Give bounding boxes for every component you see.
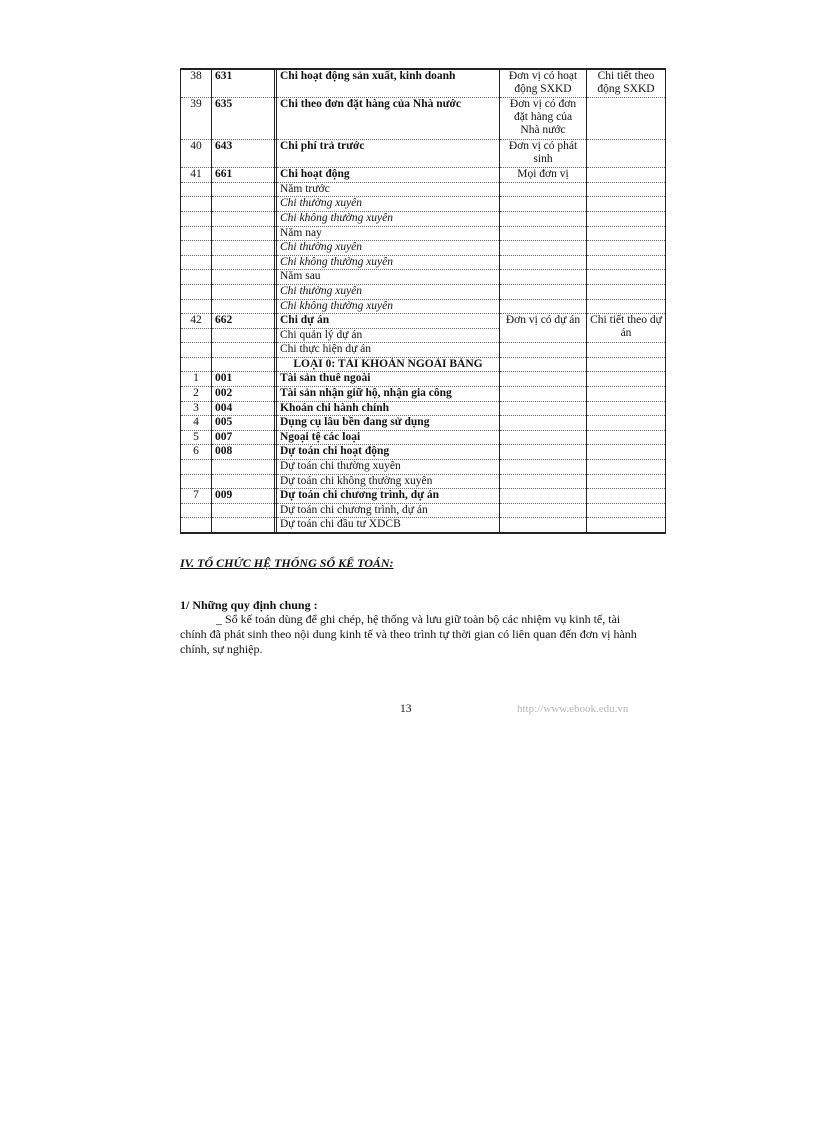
applicable-unit-cell: Đơn vị có dự án bbox=[500, 314, 587, 343]
level1-account-cell bbox=[212, 357, 275, 372]
note-cell bbox=[587, 445, 666, 460]
table-row bbox=[181, 98, 666, 140]
applicable-unit-cell bbox=[500, 401, 587, 416]
account-name-cell: LOẠI 0: TÀI KHOẢN NGOÀI BẢNG bbox=[277, 357, 500, 372]
note-cell bbox=[587, 387, 666, 402]
account-name-cell: Tài sản thuê ngoài bbox=[277, 372, 500, 387]
table-row bbox=[181, 387, 666, 402]
table-row bbox=[181, 168, 666, 183]
note-cell bbox=[587, 226, 666, 241]
account-name-cell: Chi thường xuyên bbox=[277, 197, 500, 212]
table-row bbox=[181, 518, 666, 533]
row-number-cell: 38 bbox=[181, 69, 212, 98]
applicable-unit-cell bbox=[500, 460, 587, 475]
account-name-cell: Ngoại tệ các loại bbox=[277, 430, 500, 445]
applicable-unit-cell bbox=[500, 182, 587, 197]
note-cell bbox=[587, 255, 666, 270]
applicable-unit-cell bbox=[500, 372, 587, 387]
applicable-unit-cell bbox=[500, 211, 587, 226]
table-row bbox=[181, 314, 666, 329]
table-row bbox=[181, 139, 666, 167]
account-name-cell: Chi dự án bbox=[277, 314, 500, 329]
level1-account-cell: 662 bbox=[212, 314, 275, 329]
table-row bbox=[181, 270, 666, 285]
note-cell bbox=[587, 372, 666, 387]
note-cell bbox=[587, 98, 666, 140]
row-number-cell bbox=[181, 284, 212, 299]
table-row bbox=[181, 197, 666, 212]
body-paragraph bbox=[180, 612, 640, 657]
level1-account-cell: 004 bbox=[212, 401, 275, 416]
table-row bbox=[181, 489, 666, 504]
note-cell bbox=[587, 401, 666, 416]
row-number-cell bbox=[181, 299, 212, 314]
table-row bbox=[181, 416, 666, 431]
level1-account-cell: 661 bbox=[212, 168, 275, 183]
row-number-cell bbox=[181, 343, 212, 358]
note-cell bbox=[587, 416, 666, 431]
note-cell bbox=[587, 357, 666, 372]
level1-account-cell bbox=[212, 226, 275, 241]
applicable-unit-cell bbox=[500, 343, 587, 358]
applicable-unit-cell bbox=[500, 197, 587, 212]
level1-account-cell bbox=[212, 299, 275, 314]
table-row bbox=[181, 182, 666, 197]
note-cell bbox=[587, 197, 666, 212]
row-number-cell: 5 bbox=[181, 430, 212, 445]
account-name-cell: Dự toán chi hoạt động bbox=[277, 445, 500, 460]
note-cell bbox=[587, 211, 666, 226]
applicable-unit-cell bbox=[500, 445, 587, 460]
level1-account-cell: 631 bbox=[212, 69, 275, 98]
row-number-cell bbox=[181, 255, 212, 270]
account-name-cell: Năm nay bbox=[277, 226, 500, 241]
note-cell bbox=[587, 270, 666, 285]
table-row bbox=[181, 69, 666, 98]
level1-account-cell bbox=[212, 241, 275, 256]
level1-account-cell bbox=[212, 460, 275, 475]
account-name-cell: Dự toán chi đầu tư XDCB bbox=[277, 518, 500, 533]
row-number-cell bbox=[181, 241, 212, 256]
note-cell bbox=[587, 284, 666, 299]
row-number-cell bbox=[181, 197, 212, 212]
applicable-unit-cell: Đơn vị có phát sinh bbox=[500, 139, 587, 167]
row-number-cell bbox=[181, 211, 212, 226]
account-name-cell: Chi thực hiện dự án bbox=[277, 343, 500, 358]
note-cell bbox=[587, 430, 666, 445]
page-number: 13 bbox=[400, 703, 412, 715]
row-number-cell bbox=[181, 503, 212, 518]
row-number-cell bbox=[181, 460, 212, 475]
account-name-cell: Chi không thường xuyên bbox=[277, 255, 500, 270]
applicable-unit-cell bbox=[500, 474, 587, 489]
row-number-cell: 42 bbox=[181, 314, 212, 329]
row-number-cell: 3 bbox=[181, 401, 212, 416]
level1-account-cell bbox=[212, 474, 275, 489]
table-row bbox=[181, 372, 666, 387]
account-name-cell: Chi không thường xuyên bbox=[277, 299, 500, 314]
level1-account-cell: 009 bbox=[212, 489, 275, 504]
row-number-cell: 41 bbox=[181, 168, 212, 183]
account-name-cell: Chi thường xuyên bbox=[277, 284, 500, 299]
row-number-cell bbox=[181, 226, 212, 241]
table-row bbox=[181, 226, 666, 241]
level1-account-cell bbox=[212, 328, 275, 343]
level1-account-cell: 008 bbox=[212, 445, 275, 460]
applicable-unit-cell bbox=[500, 489, 587, 504]
account-name-cell: Chi thường xuyên bbox=[277, 241, 500, 256]
applicable-unit-cell: Mọi đơn vị bbox=[500, 168, 587, 183]
applicable-unit-cell bbox=[500, 299, 587, 314]
table-row bbox=[181, 430, 666, 445]
note-cell bbox=[587, 343, 666, 358]
level1-account-cell: 635 bbox=[212, 98, 275, 140]
account-name-cell: Chi hoạt động bbox=[277, 168, 500, 183]
row-number-cell: 2 bbox=[181, 387, 212, 402]
footer-url: http://www.ebook.edu.vn bbox=[517, 703, 629, 715]
applicable-unit-cell bbox=[500, 357, 587, 372]
applicable-unit-cell bbox=[500, 416, 587, 431]
note-cell: Chi tiết theo động SXKD bbox=[587, 69, 666, 98]
note-cell bbox=[587, 241, 666, 256]
level1-account-cell: 005 bbox=[212, 416, 275, 431]
row-number-cell: 6 bbox=[181, 445, 212, 460]
account-name-cell: Tài sản nhận giữ hộ, nhận gia công bbox=[277, 387, 500, 402]
applicable-unit-cell bbox=[500, 270, 587, 285]
account-name-cell: Dự toán chi không thường xuyên bbox=[277, 474, 500, 489]
note-cell bbox=[587, 299, 666, 314]
account-name-cell: Dự toán chi chương trình, dự án bbox=[277, 503, 500, 518]
note-cell bbox=[587, 489, 666, 504]
note-cell bbox=[587, 182, 666, 197]
level1-account-cell: 007 bbox=[212, 430, 275, 445]
table-row bbox=[181, 445, 666, 460]
row-number-cell: 1 bbox=[181, 372, 212, 387]
account-name-cell: Năm trước bbox=[277, 182, 500, 197]
level1-account-cell: 001 bbox=[212, 372, 275, 387]
row-number-cell: 7 bbox=[181, 489, 212, 504]
subsection-title: 1/ Những quy định chung : bbox=[180, 598, 318, 612]
level1-account-cell bbox=[212, 270, 275, 285]
level1-account-cell bbox=[212, 182, 275, 197]
account-name-cell: Chi theo đơn đặt hàng của Nhà nước bbox=[277, 98, 500, 140]
level1-account-cell bbox=[212, 503, 275, 518]
table-row bbox=[181, 211, 666, 226]
table-row bbox=[181, 299, 666, 314]
row-number-cell bbox=[181, 474, 212, 489]
account-name-cell: Chi không thường xuyên bbox=[277, 211, 500, 226]
section-title: IV. TỔ CHỨC HỆ THỐNG SỔ KẾ TOÁN: bbox=[180, 556, 394, 570]
applicable-unit-cell bbox=[500, 518, 587, 533]
chart-of-accounts-table bbox=[180, 68, 666, 534]
applicable-unit-cell: Đơn vị có hoạt động SXKD bbox=[500, 69, 587, 98]
level1-account-cell bbox=[212, 197, 275, 212]
account-name-cell: Dự toán chi thường xuyên bbox=[277, 460, 500, 475]
row-number-cell bbox=[181, 270, 212, 285]
row-number-cell: 39 bbox=[181, 98, 212, 140]
note-cell bbox=[587, 503, 666, 518]
applicable-unit-cell: Đơn vị có đơn đặt hàng của Nhà nước bbox=[500, 98, 587, 140]
row-number-cell: 4 bbox=[181, 416, 212, 431]
note-cell bbox=[587, 139, 666, 167]
account-name-cell: Khoán chi hành chính bbox=[277, 401, 500, 416]
row-number-cell bbox=[181, 328, 212, 343]
note-cell bbox=[587, 518, 666, 533]
account-name-cell: Dự toán chi chương trình, dự án bbox=[277, 489, 500, 504]
table-body bbox=[181, 69, 666, 533]
note-cell bbox=[587, 474, 666, 489]
paragraph-text: _ Sổ kế toán dùng để ghi chép, hệ thống và lưu giữ toàn bộ các nhiệm vụ kinh tế, tài chính đã phát sinh theo nội dung kinh tế và theo trình tự thời gian có liên quan đến đơn vị hành chính, sự nghiệp. bbox=[180, 612, 637, 656]
applicable-unit-cell bbox=[500, 226, 587, 241]
applicable-unit-cell bbox=[500, 503, 587, 518]
table-row bbox=[181, 255, 666, 270]
level1-account-cell bbox=[212, 343, 275, 358]
level1-account-cell: 643 bbox=[212, 139, 275, 167]
applicable-unit-cell bbox=[500, 255, 587, 270]
row-number-cell: 40 bbox=[181, 139, 212, 167]
note-cell bbox=[587, 460, 666, 475]
table-row bbox=[181, 460, 666, 475]
table-row bbox=[181, 474, 666, 489]
level1-account-cell bbox=[212, 255, 275, 270]
account-name-cell: Năm sau bbox=[277, 270, 500, 285]
applicable-unit-cell bbox=[500, 284, 587, 299]
note-cell bbox=[587, 168, 666, 183]
table-row bbox=[181, 284, 666, 299]
applicable-unit-cell bbox=[500, 241, 587, 256]
table-row bbox=[181, 503, 666, 518]
table-row bbox=[181, 241, 666, 256]
level1-account-cell bbox=[212, 518, 275, 533]
row-number-cell bbox=[181, 518, 212, 533]
level1-account-cell: 002 bbox=[212, 387, 275, 402]
account-name-cell: Chi quản lý dự án bbox=[277, 328, 500, 343]
row-number-cell bbox=[181, 357, 212, 372]
table-row bbox=[181, 343, 666, 358]
account-name-cell: Chi phí trả trước bbox=[277, 139, 500, 167]
note-cell: Chi tiết theo dự án bbox=[587, 314, 666, 343]
table-row bbox=[181, 357, 666, 372]
account-name-cell: Dụng cụ lâu bền đang sử dụng bbox=[277, 416, 500, 431]
applicable-unit-cell bbox=[500, 430, 587, 445]
level1-account-cell bbox=[212, 211, 275, 226]
table-row bbox=[181, 401, 666, 416]
applicable-unit-cell bbox=[500, 387, 587, 402]
account-name-cell: Chi hoạt động sản xuất, kinh doanh bbox=[277, 69, 500, 98]
level1-account-cell bbox=[212, 284, 275, 299]
row-number-cell bbox=[181, 182, 212, 197]
